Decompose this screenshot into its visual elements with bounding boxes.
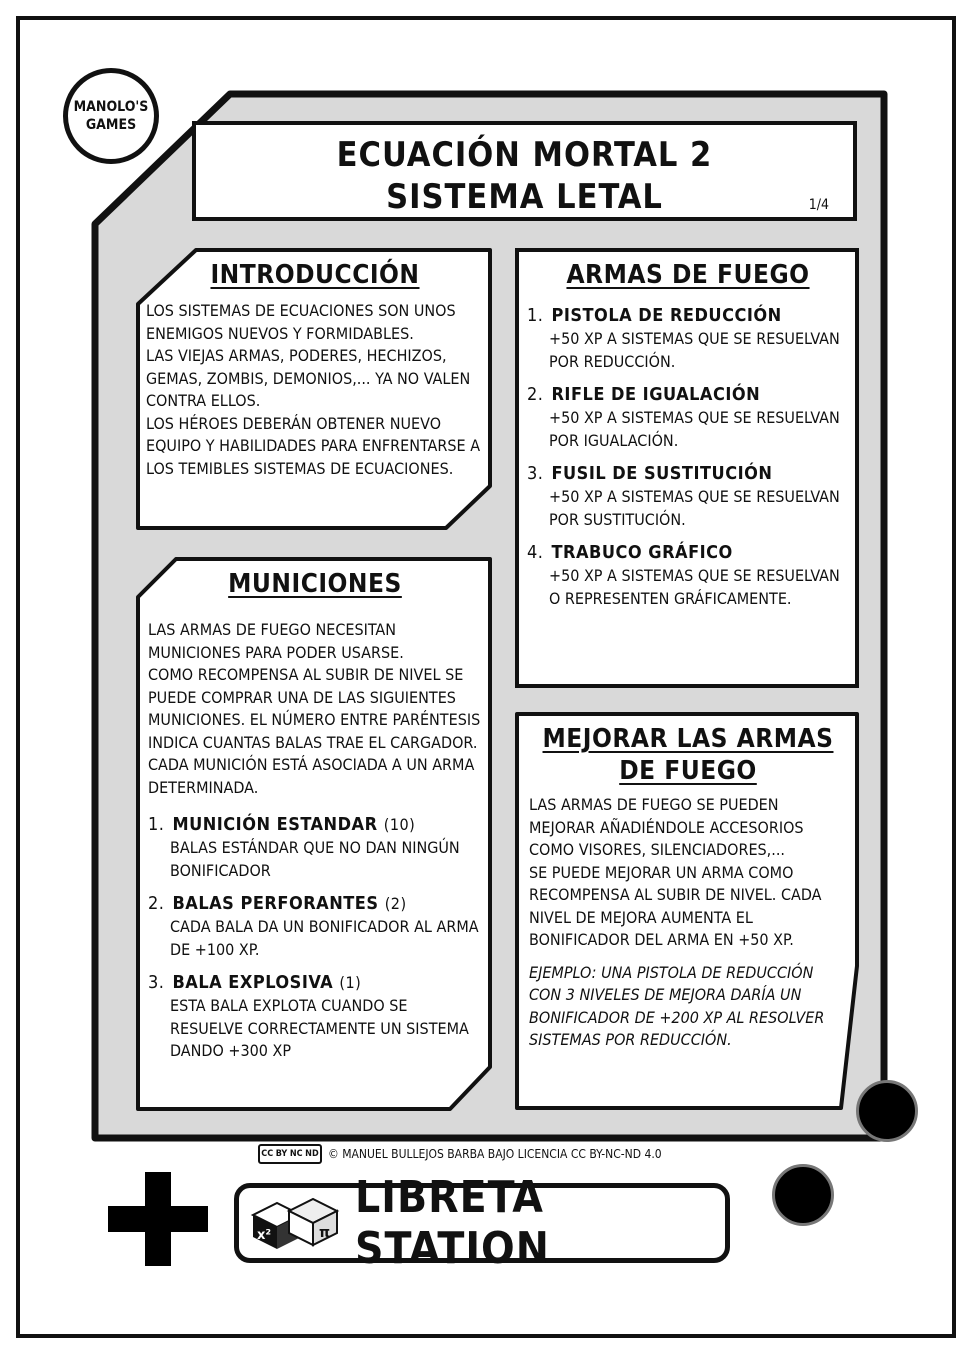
weapon-desc: +50 XP A SISTEMAS QUE SE RESUELVAN O REPRESENTEN GRÁFICAMENTE.	[549, 566, 840, 608]
weapon-number: 3.	[527, 463, 544, 484]
upgrade-title-line2: DE FUEGO	[619, 756, 757, 786]
weapon-name: PISTOLA DE REDUCCIÓN	[551, 305, 782, 326]
weapon-item	[527, 541, 849, 610]
upgrade-panel	[515, 712, 859, 1110]
ammo-name: BALA EXPLOSIVA	[172, 972, 334, 993]
dice-icon	[249, 1195, 341, 1251]
weapons-panel	[515, 248, 859, 688]
ammo-paragraph: CADA MUNICIÓN ESTÁ ASOCIADA A UN ARMA DETERMINADA.	[148, 755, 475, 797]
intro-panel	[136, 248, 492, 530]
upgrade-example: EJEMPLO: UNA PISTOLA DE REDUCCIÓN CON 3 NIVELES DE MEJORA DARÍA UN BONIFICADOR DE +200 XP AL RESOLVER SISTEMAS POR REDUCCIÓN.	[529, 962, 825, 1049]
ammo-number: 1.	[148, 814, 165, 835]
cc-badge-label: NC	[289, 1149, 303, 1159]
upgrade-paragraph: LAS ARMAS DE FUEGO SE PUEDEN MEJORAR AÑADIÉNDOLE ACCESORIOS COMO VISORES, SILENCIADORES,...	[529, 795, 804, 859]
station-label: LIBRETA STATION	[355, 1172, 550, 1274]
weapon-number: 4.	[527, 542, 544, 563]
weapon-item	[527, 304, 849, 373]
dpad-icon[interactable]	[108, 1172, 208, 1266]
license-line	[258, 1143, 662, 1165]
title-panel	[192, 121, 857, 221]
ammo-desc: ESTA BALA EXPLOTA CUANDO SE RESUELVE CORRECTAMENTE UN SISTEMA DANDO +300 XP	[170, 996, 469, 1060]
cc-license-icon	[258, 1144, 322, 1164]
ammo-name: BALAS PERFORANTES	[172, 893, 379, 914]
weapon-name: TRABUCO GRÁFICO	[551, 542, 733, 563]
ammo-count: (1)	[339, 973, 362, 992]
weapon-number: 2.	[527, 384, 544, 405]
die-label: π	[319, 1225, 331, 1241]
weapons-title: ARMAS DE FUEGO	[566, 260, 810, 290]
weapon-item	[527, 383, 849, 452]
page-title: ECUACIÓN MORTAL 2	[336, 135, 713, 175]
console-button-a[interactable]	[856, 1080, 918, 1142]
logo-line2: GAMES	[85, 117, 137, 133]
libreta-station-badge	[234, 1172, 730, 1274]
logo-line1: MANOLO'S	[73, 99, 149, 115]
license-text: © MANUEL BULLEJOS BARBA BAJO LICENCIA CC BY-NC-ND 4.0	[328, 1147, 662, 1161]
ammo-paragraph: COMO RECOMPENSA AL SUBIR DE NIVEL SE PUEDE COMPRAR UNA DE LAS SIGUIENTES MUNICIONES. EL NÚMERO ENTRE PARÉNTESIS INDICA CUANTAS BALAS TRAE EL CARGADOR.	[148, 665, 481, 752]
weapon-number: 1.	[527, 305, 544, 326]
weapon-desc: +50 XP A SISTEMAS QUE SE RESUELVAN POR REDUCCIÓN.	[549, 329, 840, 371]
ammo-count: (10)	[383, 815, 416, 834]
weapon-item	[527, 462, 849, 531]
intro-paragraph: LOS SISTEMAS DE ECUACIONES SON UNOS ENEMIGOS NUEVOS Y FORMIDABLES.	[146, 301, 456, 343]
ammo-item	[148, 892, 482, 961]
page-subtitle: SISTEMA LETAL	[386, 177, 663, 217]
intro-paragraph: LAS VIEJAS ARMAS, PODERES, HECHIZOS, GEMAS, ZOMBIS, DEMONIOS,... YA NO VALEN CONTRA ELLOS.	[146, 346, 471, 410]
console-button-b[interactable]	[772, 1164, 834, 1226]
ammo-number: 3.	[148, 972, 165, 993]
intro-paragraph: LOS HÉROES DEBERÁN OBTENER NUEVO EQUIPO Y HABILIDADES PARA ENFRENTARSE A LOS TEMIBLES SISTEMAS DE ECUACIONES.	[146, 413, 481, 478]
weapon-desc: +50 XP A SISTEMAS QUE SE RESUELVAN POR SUSTITUCIÓN.	[549, 487, 840, 529]
weapon-name: FUSIL DE SUSTITUCIÓN	[551, 463, 773, 484]
weapon-desc: +50 XP A SISTEMAS QUE SE RESUELVAN POR IGUALACIÓN.	[549, 408, 840, 450]
brand-logo	[63, 68, 159, 164]
cc-badge-label: BY	[275, 1149, 288, 1159]
page-number: 1/4	[808, 197, 829, 213]
ammo-paragraph: LAS ARMAS DE FUEGO NECESITAN MUNICIONES PARA PODER USARSE.	[148, 620, 404, 662]
ammo-desc: CADA BALA DA UN BONIFICADOR AL ARMA DE +100 XP.	[170, 917, 479, 959]
upgrade-paragraph: SE PUEDE MEJORAR UN ARMA COMO RECOMPENSA AL SUBIR DE NIVEL. CADA NIVEL DE MEJORA AUMENTA EL BONIFICADOR DEL ARMA EN +50 XP.	[529, 862, 822, 949]
ammo-desc: BALAS ESTÁNDAR QUE NO DAN NINGÚN BONIFICADOR	[170, 838, 460, 880]
cc-badge-label: CC	[261, 1149, 274, 1159]
upgrade-title: MEJORAR LAS ARMAS	[542, 724, 834, 754]
weapon-name: RIFLE DE IGUALACIÓN	[551, 384, 761, 405]
ammo-count: (2)	[384, 894, 407, 913]
ammo-number: 2.	[148, 893, 165, 914]
cc-badge-label: ND	[305, 1149, 319, 1159]
ammo-item	[148, 971, 482, 1063]
ammo-name: MUNICIÓN ESTANDAR	[172, 814, 378, 835]
ammo-title: MUNICIONES	[228, 569, 402, 599]
ammo-item	[148, 813, 482, 882]
die-label: x²	[257, 1228, 272, 1243]
intro-title: INTRODUCCIÓN	[210, 260, 420, 290]
ammo-panel	[136, 557, 492, 1111]
